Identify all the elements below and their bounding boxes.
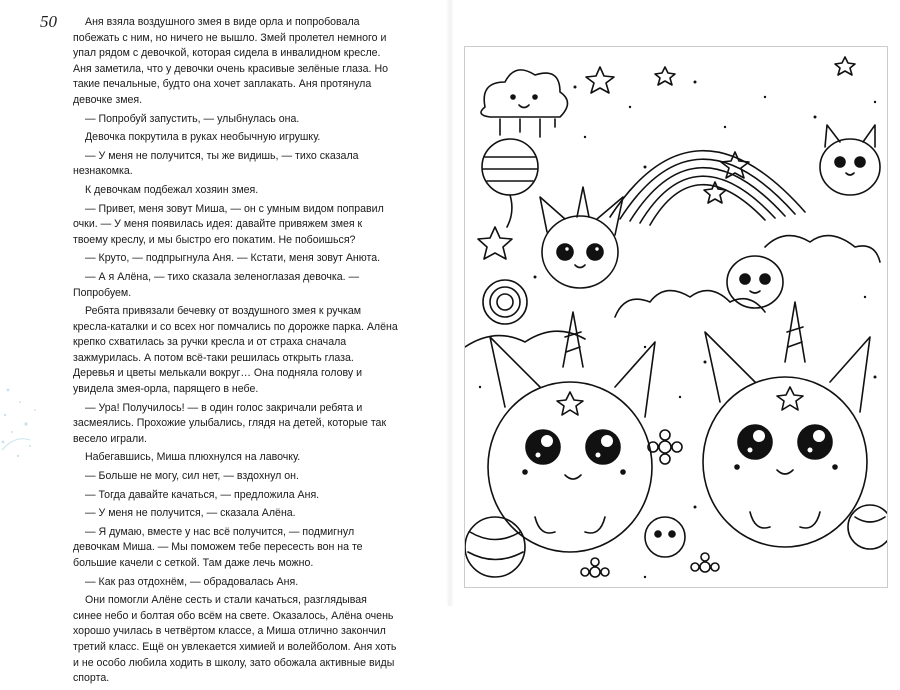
paragraph: Девочка покрутила в руках необычную игрушку. bbox=[85, 131, 321, 144]
paragraph: — У меня не получится, ты же видишь, — тихо сказала незнакомка. bbox=[73, 149, 359, 178]
small-creature-top-right bbox=[820, 125, 880, 195]
spiral-drawing bbox=[483, 280, 527, 324]
paragraph: К девочкам подбежал хозяин змея. bbox=[85, 183, 259, 196]
small-creature-middle bbox=[540, 187, 623, 288]
left-page bbox=[0, 0, 450, 685]
story-text bbox=[73, 15, 398, 690]
paragraph: — Тогда давайте качаться, — предложила Аня. bbox=[85, 488, 320, 501]
coloring-illustration bbox=[464, 46, 888, 588]
paragraph: — У меня не получится, — сказала Алёна. bbox=[85, 507, 296, 520]
paragraph: — Больше не могу, сил нет, — вздохнул он. bbox=[85, 470, 299, 483]
cloud-drawing bbox=[481, 70, 568, 137]
paragraph: Они помогли Алёне сесть и стали качаться, разглядывая синее небо и болтая обо всём на свете. Оказалось, Алёна очень хорошо училась в четвёртом классе, а Миша отлично закончил третий класс. Ещё он увлекается химией и волейболом. Аня хоть и не особо любила ходить в школу, зато обожала активные виды спорта. bbox=[73, 594, 397, 685]
paragraph: Ребята привязали бечевку от воздушного змея к ручкам кресла-каталки и со всех ног помчались по дорожке парка. Алёна крепко схватилась за ручки кресла и от страха сначала зажмурилась. А потом всё-таки решилась открыть глаза. Деревья и цветы мелькали вокруг… Она подняла голову и увидела змея-орла, парящего в небе. bbox=[73, 305, 398, 396]
big-creature-right bbox=[703, 302, 870, 547]
striped-balloon-drawing bbox=[482, 139, 538, 227]
paragraph: — Ура! Получилось! — в один голос закричали ребята и засмеялись. Прохожие улыбались, глядя на детей, которые так весело играли. bbox=[73, 401, 387, 445]
stars-drawing bbox=[478, 57, 855, 259]
paragraph: — Как раз отдохнём, — обрадовалась Аня. bbox=[85, 575, 299, 588]
paragraph: — Круто, — подпрыгнула Аня. — Кстати, меня зовут Анюта. bbox=[85, 252, 381, 265]
page-number: 50 bbox=[40, 12, 57, 31]
paragraph: — Привет, меня зовут Миша, — он с умным видом поправил очки. — У меня появилась идея: давайте привяжем змея к твоему креслу, и мы быстро его покатим. Не побоишься? bbox=[73, 202, 384, 246]
paragraph: Набегавшись, Миша плюхнулся на лавочку. bbox=[85, 451, 301, 464]
coloring-artwork bbox=[465, 47, 887, 587]
paragraph: — Я думаю, вместе у нас всё получится, — подмигнул девочкам Миша. — Мы поможем тебе пересесть вон на те большие качели с сеткой. Там даже лечь можно. bbox=[73, 525, 363, 569]
rainbow-drawing bbox=[610, 151, 805, 225]
sparkle-decoration bbox=[0, 380, 40, 470]
paragraph: — А я Алёна, — тихо сказала зеленоглазая девочка. — Попробуем. bbox=[73, 270, 360, 299]
paragraph: — Попробуй запустить, — улыбнулась она. bbox=[85, 112, 300, 125]
paragraph: Аня взяла воздушного змея в виде орла и попробовала побежать с ним, но ничего не вышло. Змей пролетел немного и упал рядом с девочкой, которая сидела в инвалидном кресле. Аня заметила, что у девочки очень красивые зелёные глаза. Но такие печальные, будто она хочет заплакать. Аня протянула девочке змея. bbox=[73, 16, 388, 106]
big-creature-left bbox=[488, 312, 655, 552]
right-page bbox=[450, 0, 900, 606]
bushes-drawing bbox=[465, 236, 880, 347]
